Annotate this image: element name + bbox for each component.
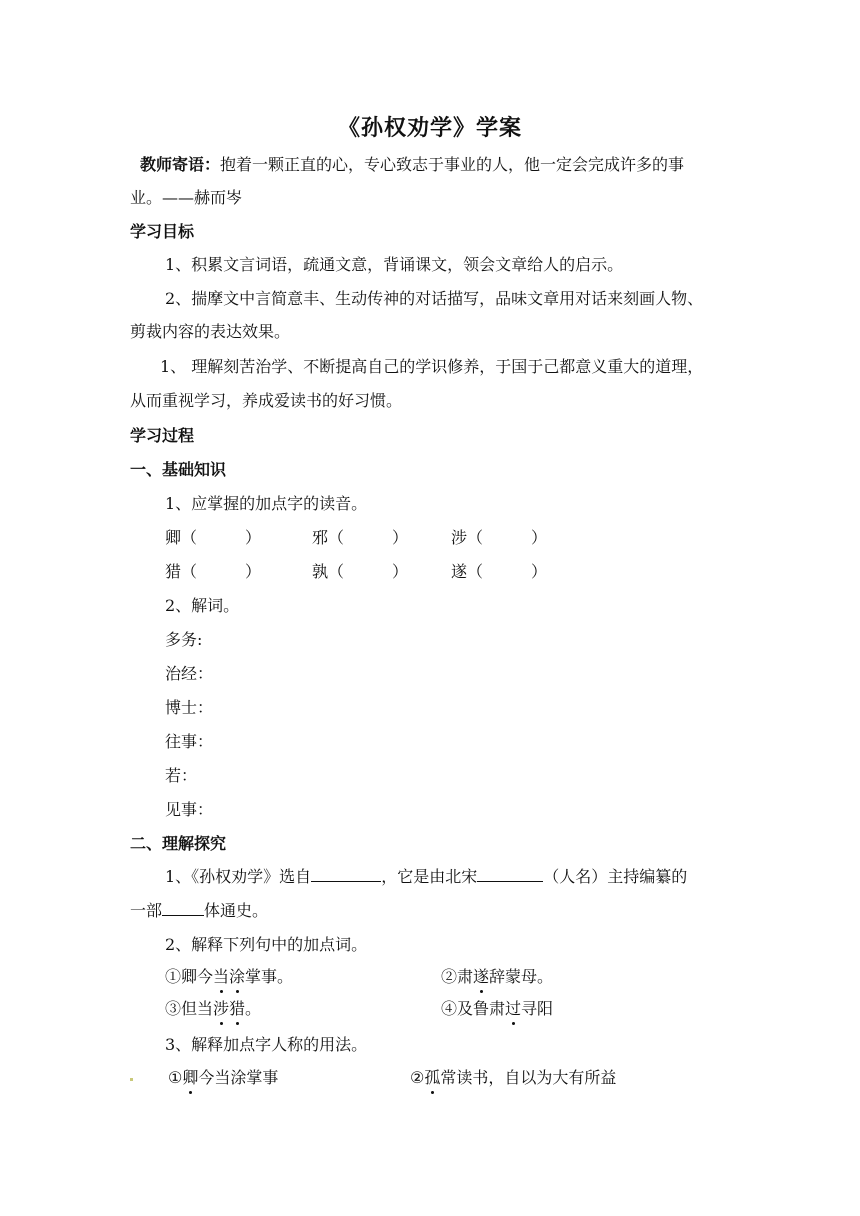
q1-text: 1、《孙权劝学》选自 xyxy=(165,867,312,886)
sentence-5 xyxy=(168,1067,278,1089)
dotted-char: 过 xyxy=(505,999,522,1018)
pronunciation-item: 涉（ ） xyxy=(451,528,548,547)
objective-3-line2: 从而重视学习，养成爱读书的好习惯。 xyxy=(130,391,403,410)
sentence-text: ② xyxy=(410,1068,425,1087)
sentence-2 xyxy=(441,966,553,988)
sentence-3 xyxy=(165,998,261,1020)
sentence-text: 今当涂掌事 xyxy=(198,1068,279,1087)
objective-2-line1: 2、揣摩文中言简意丰、生动传神的对话描写，品味文章用对话来刻画人物、 xyxy=(165,289,704,308)
vocab-item: 见事： xyxy=(165,800,214,819)
sentence-text: ① xyxy=(168,1068,183,1087)
teacher-message-text: 抱着一颗正直的心，专心致志于事业的人，他一定会完成许多的事 xyxy=(220,155,685,174)
pronunciation-item: 遂（ ） xyxy=(451,562,548,581)
page-title: 《孙权劝学》学案 xyxy=(337,116,522,141)
section2-question1-line1 xyxy=(165,866,687,888)
section2-question1-line2 xyxy=(130,900,268,922)
section2-heading: 二、理解探究 xyxy=(130,834,227,853)
vocab-item: 往事： xyxy=(165,732,214,751)
teacher-message-label: 教师寄语： xyxy=(140,155,221,174)
pronunciation-item: 猎（ ） xyxy=(165,562,262,581)
sentence-text: ②肃 xyxy=(441,967,474,986)
sentence-text: ③但当 xyxy=(165,999,214,1018)
teacher-message-line1 xyxy=(140,154,684,176)
sentence-text: ①卿今 xyxy=(165,967,214,986)
objective-1: 1、积累文言词语，疏通文意，背诵课文，领会文章给人的启示。 xyxy=(165,255,624,274)
dotted-char: 涂 xyxy=(229,967,246,986)
process-heading: 学习过程 xyxy=(130,426,195,445)
dotted-char: 当 xyxy=(213,967,230,986)
sentence-text: 掌事。 xyxy=(245,967,294,986)
sentence-4 xyxy=(441,998,553,1020)
q1-text: 一部 xyxy=(130,901,163,920)
answer-blank[interactable] xyxy=(311,866,381,882)
sentence-text: 辞蒙母。 xyxy=(489,967,554,986)
pronunciation-item: 邪（ ） xyxy=(312,528,409,547)
dotted-char: 卿 xyxy=(182,1068,199,1087)
pronunciation-item: 孰（ ） xyxy=(312,562,409,581)
sentence-text: ④及鲁肃 xyxy=(441,999,506,1018)
pronunciation-item: 卿（ ） xyxy=(165,528,262,547)
answer-blank[interactable] xyxy=(477,866,543,882)
section1-question1: 1、应掌握的加点字的读音。 xyxy=(165,494,368,513)
dotted-char: 遂 xyxy=(473,967,490,986)
sentence-text: 寻阳 xyxy=(521,999,554,1018)
vocab-item: 多务: xyxy=(165,630,203,649)
objective-2-line2: 剪裁内容的表达效果。 xyxy=(130,322,291,341)
vocab-item: 若： xyxy=(165,766,198,785)
dotted-char: 孤 xyxy=(424,1068,441,1087)
sentence-6 xyxy=(410,1067,616,1089)
sentence-1 xyxy=(165,966,293,988)
dotted-char: 猎 xyxy=(229,999,246,1018)
answer-blank[interactable] xyxy=(162,900,204,916)
section2-question2: 2、解释下列句中的加点词。 xyxy=(165,935,368,954)
dotted-char: 涉 xyxy=(213,999,230,1018)
q1-text: ，它是由北宋 xyxy=(381,867,478,886)
objectives-heading: 学习目标 xyxy=(130,222,195,241)
sentence-text: 。 xyxy=(245,999,262,1018)
sentence-text: 常读书，自以为大有所益 xyxy=(440,1068,617,1087)
section2-question3: 3、解释加点字人称的用法。 xyxy=(165,1035,368,1054)
section1-heading: 一、基础知识 xyxy=(130,460,227,479)
teacher-message-line2: 业。——赫而岑 xyxy=(130,188,243,207)
margin-mark xyxy=(130,1078,133,1081)
q1-text: （人名）主持编纂的 xyxy=(543,867,688,886)
q1-text: 体通史。 xyxy=(204,901,269,920)
objective-3-line1: 1、 理解刻苦治学、不断提高自己的学识修养，于国于己都意义重大的道理， xyxy=(160,357,704,376)
vocab-item: 博士： xyxy=(165,698,214,717)
vocab-item: 治经： xyxy=(165,664,214,683)
section1-question2: 2、解词。 xyxy=(165,596,240,615)
